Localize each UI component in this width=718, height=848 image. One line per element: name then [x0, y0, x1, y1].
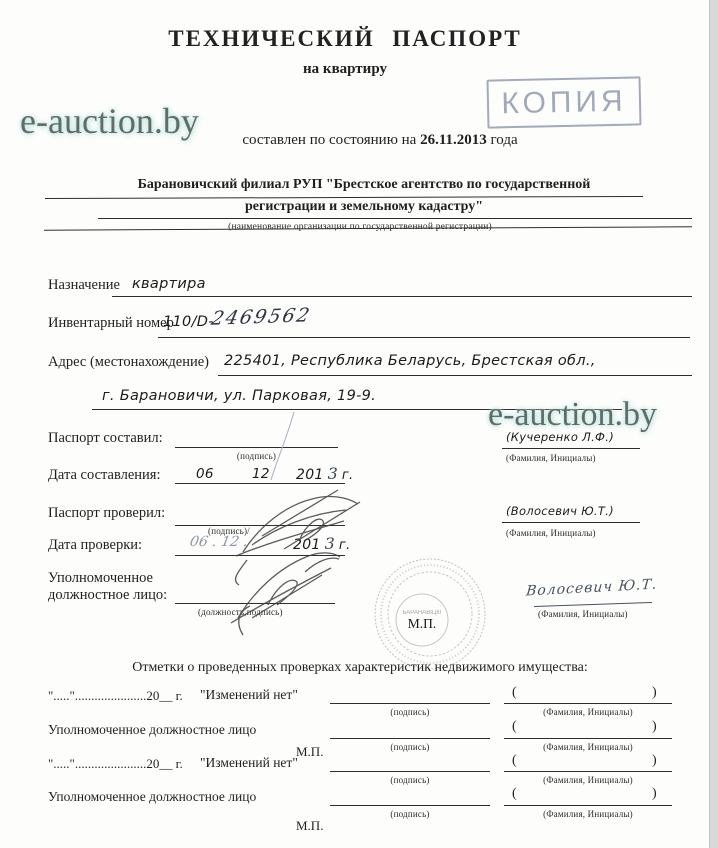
check1-no-changes: "Изменений нет" [200, 687, 298, 702]
check2-mp: М.П. [296, 744, 324, 759]
page-subtitle: на квартиру [303, 61, 387, 77]
checked-sign-caption: (подпись)/ [208, 526, 250, 536]
check3-sign-line [330, 771, 490, 772]
check4-name-caption: (Фамилия, Инициалы) [543, 809, 633, 819]
check4-sign-caption: (подпись) [390, 809, 430, 819]
compiled-line [60, 132, 700, 149]
passport-made-label: Паспорт составил: [48, 430, 163, 446]
org-name-line1: Барановичский филиал РУП "Брестское агентство по государственной [137, 177, 591, 192]
check-year-hand: 3 [324, 534, 335, 553]
made-date-line [175, 483, 345, 484]
check1-paren-open: ( [512, 685, 517, 700]
purpose-label: Назначение [48, 277, 120, 293]
passport-checked-label: Паспорт проверил: [48, 505, 166, 521]
check3-no-changes: "Изменений нет" [200, 755, 298, 770]
official-signature [231, 553, 340, 635]
check2-name-caption: (Фамилия, Инициалы) [543, 742, 633, 752]
check3-date-blank: "....."......................20__ г. [48, 756, 183, 771]
official-handwritten-signature: Волосевич Ю.Т. [525, 576, 659, 600]
made-year-hand: 3 [327, 464, 338, 483]
check-year-suffix: г. [338, 538, 351, 553]
made-sign-line [175, 447, 338, 448]
address-value-line2: г. Барановичи, ул. Парковая, 19-9. [102, 388, 377, 404]
made-name-caption: (Фамилия, Инициалы) [506, 453, 596, 463]
check4-sign-line [330, 805, 490, 806]
check-date-label: Дата проверки: [48, 537, 143, 553]
check4-paren-open: ( [512, 786, 517, 801]
made-name: (Кучеренко Л.Ф.) [506, 430, 615, 444]
address-underline-1 [218, 375, 692, 376]
watermark-top: e-auction.by [20, 101, 199, 141]
copy-stamp: КОПИЯ [487, 76, 642, 128]
check3-name-line [504, 771, 672, 772]
check4-name-line [504, 805, 672, 806]
checked-name-underline [502, 522, 640, 523]
check1-name-line [504, 703, 672, 704]
watermark-middle: e-auction.by [488, 396, 657, 433]
check4-official-label: Уполномоченное должностное лицо [48, 789, 257, 804]
check1-paren-close: ) [652, 685, 657, 700]
made-date-day: 06 [196, 466, 214, 482]
check-date-year [293, 534, 350, 554]
official-hand-underline [534, 602, 652, 607]
official-sign-line [175, 603, 335, 604]
check4-mp: М.П. [296, 818, 324, 833]
checked-name: (Волосевич Ю.Т.) [506, 504, 614, 518]
seal-mp-text: М.П. [407, 616, 437, 631]
check-date-hand: 06 . 12 . [188, 534, 250, 550]
check1-sign-caption: (подпись) [390, 707, 430, 717]
address-value-line1: 225401, Республика Беларусь, Брестская обл., [224, 353, 596, 369]
page-title: ТЕХНИЧЕСКИЙ ПАСПОРТ [168, 26, 522, 51]
check2-sign-caption: (подпись) [390, 742, 430, 752]
inventory-handwritten-number: 2469562 [209, 304, 314, 330]
official-label-line2: должностное лицо: [48, 587, 168, 603]
org-underline-2 [98, 218, 692, 219]
compiled-prefix: составлен по состоянию на [242, 132, 417, 148]
compiled-date: 26.11.2013 [420, 132, 487, 148]
check2-name-line [504, 738, 672, 739]
check-date-line [175, 555, 345, 556]
check2-official-label: Уполномоченное должностное лицо [48, 722, 257, 737]
address-label: Адрес (местонахождение) [48, 354, 209, 370]
check-year-print: 201 [293, 537, 321, 553]
check3-sign-caption: (подпись) [390, 775, 430, 785]
seal-org-text: БАРАНАВІЦКІ [402, 610, 442, 616]
checks-heading: Отметки о проведенных проверках характеристик недвижимого имущества: [132, 660, 588, 675]
made-date-label: Дата составления: [48, 467, 161, 483]
official-sign-caption: (должность,подпись) [198, 607, 283, 617]
check2-paren-close: ) [652, 719, 657, 734]
org-name-line2: регистрации и земельному кадастру" [245, 199, 483, 214]
check3-paren-open: ( [512, 753, 517, 768]
purpose-value: квартира [132, 276, 206, 292]
pencil-stroke [271, 412, 294, 480]
check2-paren-open: ( [512, 719, 517, 734]
purpose-underline [112, 296, 692, 297]
check3-name-caption: (Фамилия, Инициалы) [543, 775, 633, 785]
inventory-prefix: 110/D- [163, 314, 214, 330]
check4-paren-close: ) [652, 786, 657, 801]
made-name-underline [502, 448, 640, 449]
made-sign-caption: (подпись) [236, 451, 277, 461]
round-seal-stamp [370, 556, 490, 674]
check2-sign-line [330, 738, 490, 739]
checked-sign-line [175, 525, 345, 526]
compiled-suffix: года [490, 132, 518, 148]
scan-edge-strip [709, 0, 718, 848]
made-year-print: 201 [296, 467, 324, 483]
checked-name-caption: (Фамилия, Инициалы) [506, 528, 596, 538]
check1-sign-line [330, 703, 490, 704]
org-caption: (наименование организации по государственной регистрации) [228, 222, 492, 232]
check3-paren-close: ) [652, 753, 657, 768]
made-date-month: 12 [252, 466, 270, 482]
check1-date-blank: "....."......................20__ г. [48, 688, 183, 703]
inventory-label: Инвентарный номер [48, 315, 174, 331]
made-year-suffix: г. [341, 468, 354, 483]
made-date-year [296, 464, 353, 484]
check1-name-caption: (Фамилия, Инициалы) [543, 707, 633, 717]
inventory-underline [158, 337, 690, 338]
official-label-line1: Уполномоченное [48, 570, 153, 586]
official-name-caption: (Фамилия, Инициалы) [538, 609, 628, 619]
